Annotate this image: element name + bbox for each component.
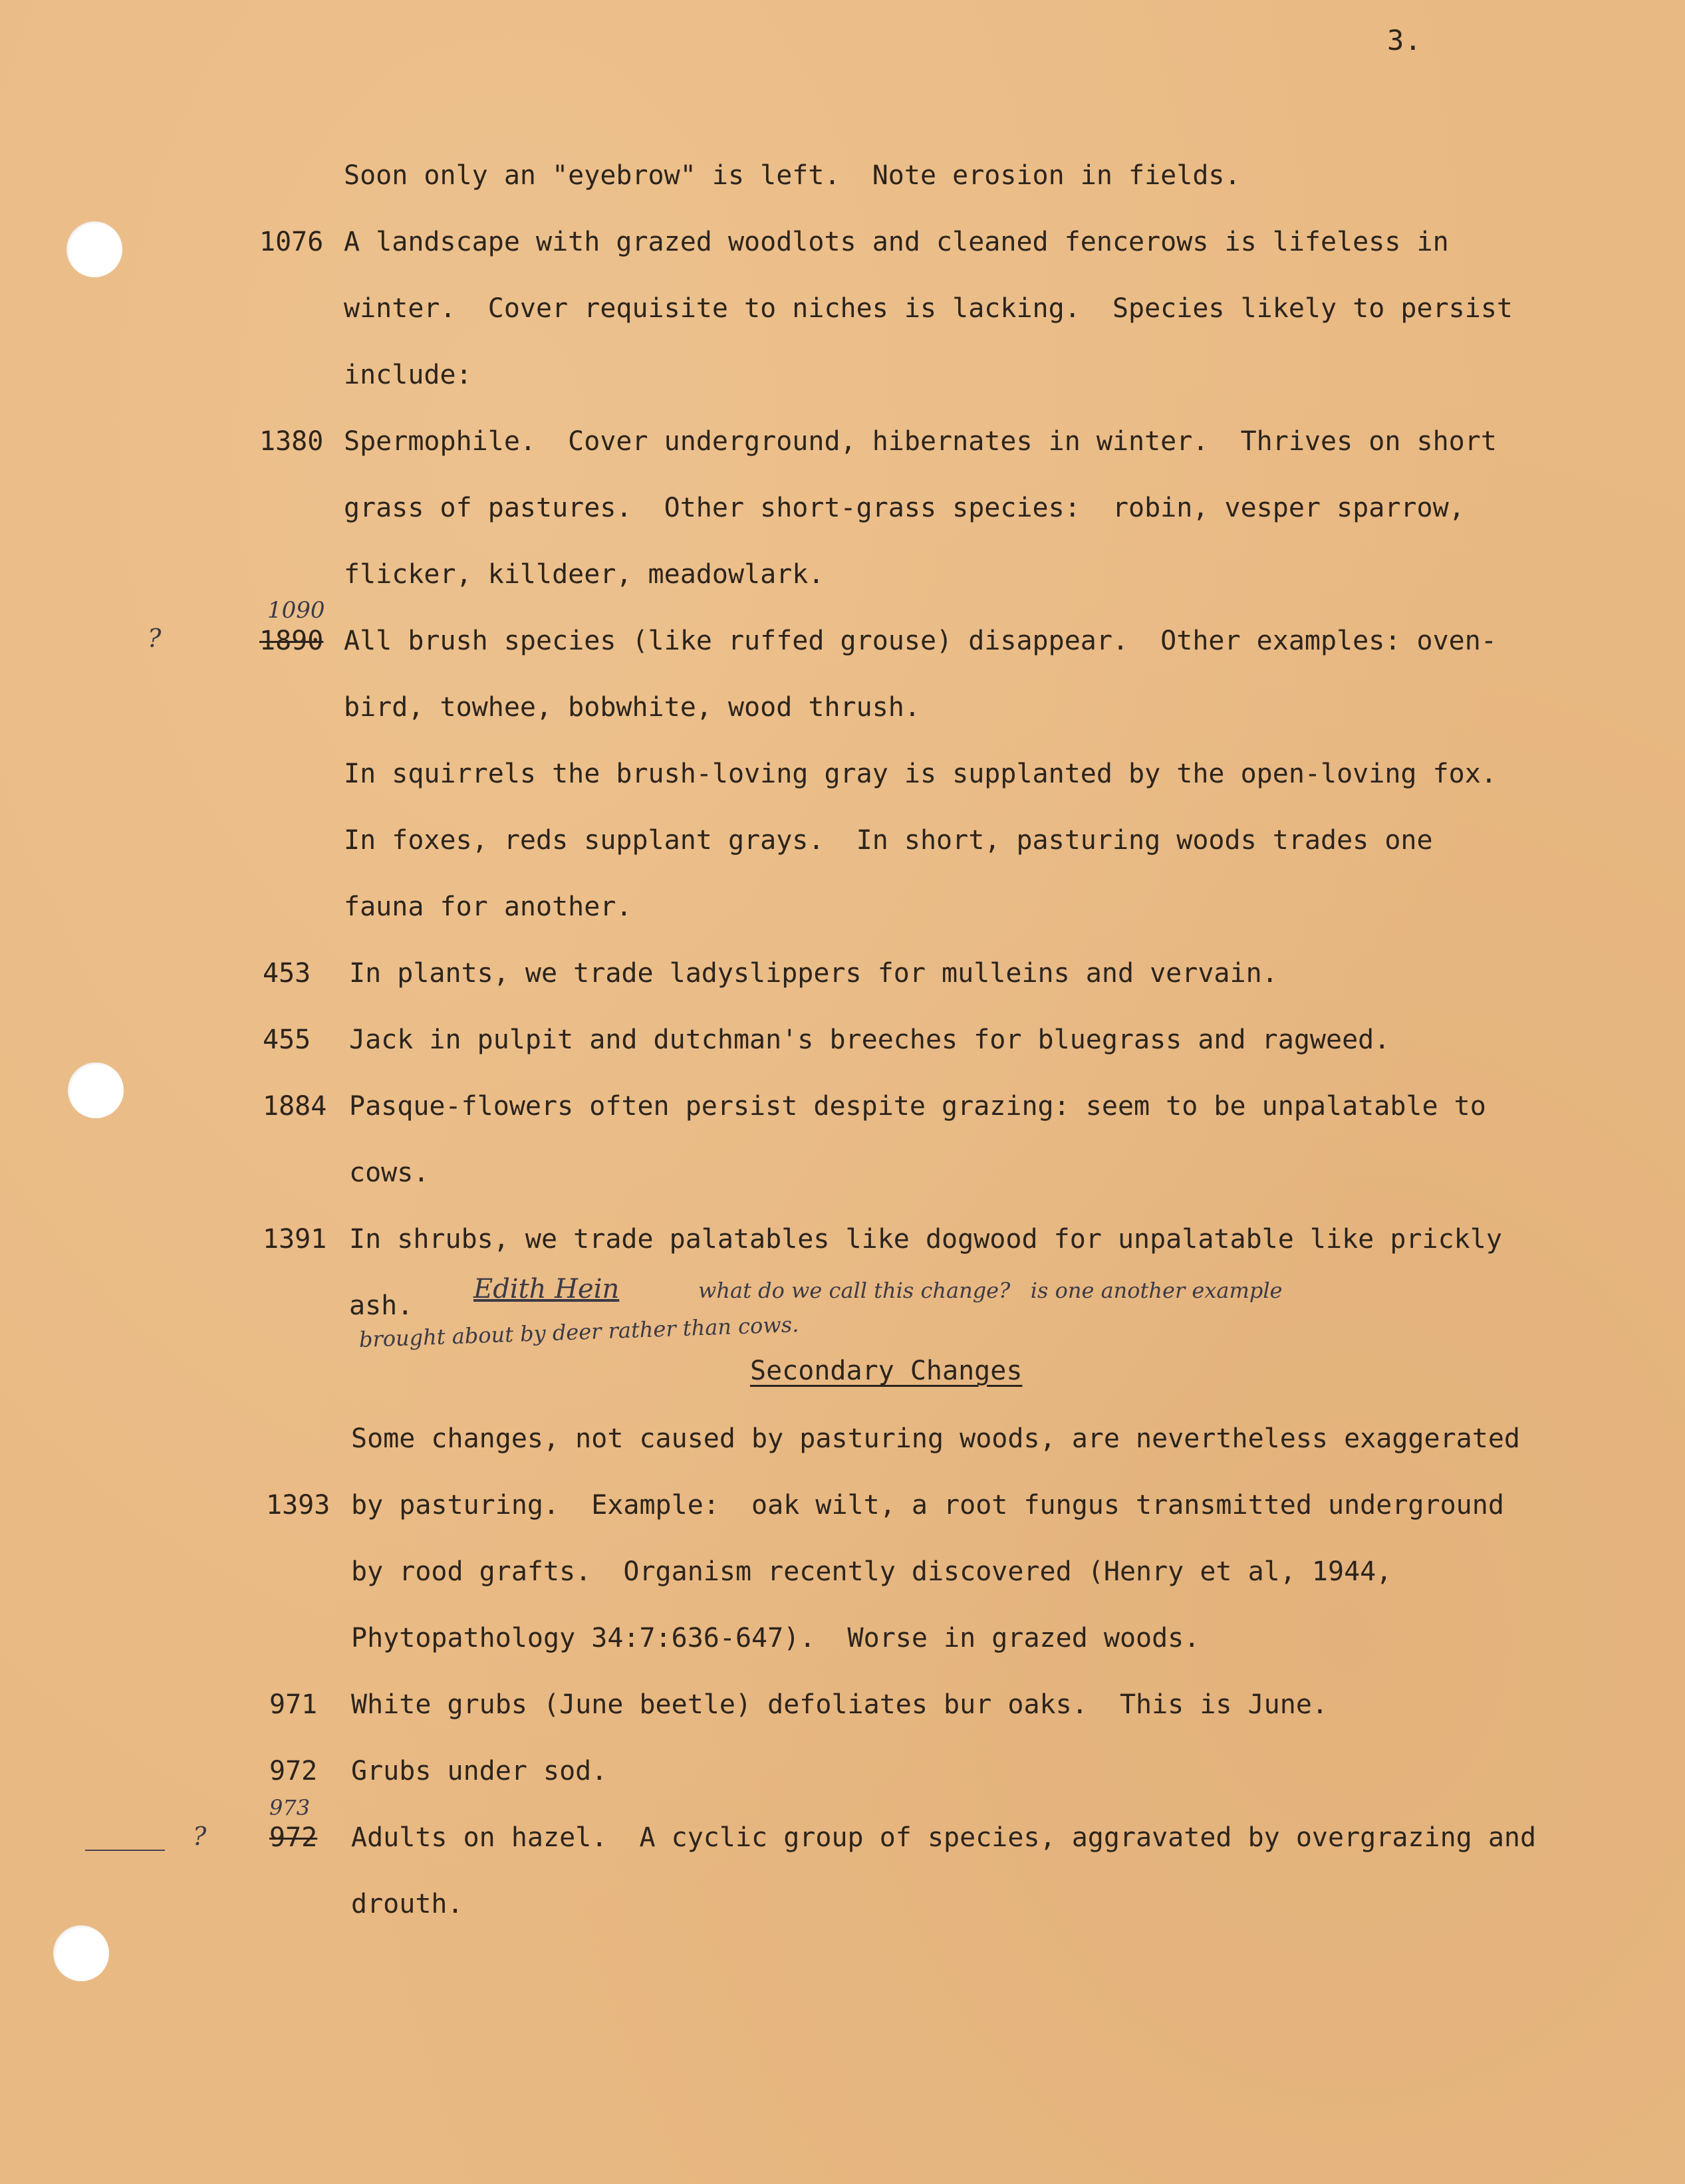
text-line: In plants, we trade ladyslippers for mulleins and vervain. bbox=[349, 958, 1278, 989]
entry-number: 1076 bbox=[259, 227, 324, 257]
text-line: A landscape with grazed woodlots and cleaned fencerows is lifeless in bbox=[344, 227, 1449, 257]
text-line: Pasque-flowers often persist despite grazing: seem to be unpalatable to bbox=[349, 1091, 1486, 1122]
punch-hole-middle bbox=[68, 1062, 124, 1118]
text-line: Soon only an "eyebrow" is left. Note erosion in fields. bbox=[344, 160, 1241, 191]
text-line: Phytopathology 34:7:636-647). Worse in grazed woods. bbox=[351, 1623, 1200, 1653]
text-line: All brush species (like ruffed grouse) disappear. Other examples: oven- bbox=[344, 626, 1497, 656]
text-line: cows. bbox=[349, 1157, 430, 1188]
text-line: Grubs under sod. bbox=[351, 1756, 608, 1786]
text-line: ash. bbox=[349, 1290, 414, 1321]
text-line: In foxes, reds supplant grays. In short, pasturing woods trades one bbox=[344, 825, 1433, 856]
text-line: In shrubs, we trade palatables like dogwood for unpalatable like prickly bbox=[349, 1224, 1502, 1255]
entry-number: 972 bbox=[269, 1756, 318, 1786]
text-line: Jack in pulpit and dutchman's breeches for bluegrass and ragweed. bbox=[349, 1025, 1390, 1055]
text-line: Adults on hazel. A cyclic group of species, aggravated by overgrazing and bbox=[351, 1822, 1537, 1853]
entry-number-struck: 1890 bbox=[259, 626, 324, 656]
handwritten-name: Edith Hein bbox=[473, 1274, 620, 1304]
text-line: In squirrels the brush-loving gray is supplanted by the open-loving fox. bbox=[344, 759, 1497, 789]
margin-question-mark: ? bbox=[148, 624, 162, 653]
section-heading: Secondary Changes bbox=[750, 1356, 1023, 1386]
page-number: 3. bbox=[1387, 24, 1422, 57]
text-line: fauna for another. bbox=[344, 892, 632, 922]
entry-number: 971 bbox=[269, 1689, 318, 1720]
entry-number: 1884 bbox=[263, 1091, 327, 1122]
entry-number-struck: 972 bbox=[269, 1822, 318, 1853]
entry-number: 1391 bbox=[263, 1224, 327, 1255]
text-line: by pasturing. Example: oak wilt, a root fungus transmitted underground bbox=[351, 1490, 1504, 1520]
entry-number: 1380 bbox=[259, 426, 324, 457]
punch-hole-bottom bbox=[53, 1925, 109, 1981]
margin-question-mark: ? bbox=[193, 1822, 207, 1851]
punch-hole-top bbox=[66, 221, 122, 277]
handwritten-note-line-2: brought about by deer rather than cows. bbox=[358, 1311, 799, 1352]
entry-number: 455 bbox=[263, 1025, 311, 1055]
text-line: Some changes, not caused by pasturing woods, are nevertheless exaggerated bbox=[351, 1423, 1520, 1454]
text-line: grass of pastures. Other short-grass species: robin, vesper sparrow, bbox=[344, 493, 1465, 523]
entry-number: 1393 bbox=[266, 1490, 330, 1520]
handwritten-correction: 1090 bbox=[267, 597, 325, 624]
handwritten-note-line-1: what do we call this change? is one another example bbox=[698, 1278, 1283, 1303]
text-line: include: bbox=[344, 360, 472, 390]
handwritten-correction: 973 bbox=[269, 1795, 311, 1820]
entry-number: 453 bbox=[263, 958, 311, 989]
text-line: flicker, killdeer, meadowlark. bbox=[344, 559, 825, 590]
text-line: by rood grafts. Organism recently discovered (Henry et al, 1944, bbox=[351, 1556, 1392, 1587]
text-line: winter. Cover requisite to niches is lacking. Species likely to persist bbox=[344, 293, 1513, 324]
margin-dash bbox=[85, 1850, 165, 1851]
text-line: drouth. bbox=[351, 1889, 463, 1919]
text-line: bird, towhee, bobwhite, wood thrush. bbox=[344, 692, 920, 723]
text-line: White grubs (June beetle) defoliates bur oaks. This is June. bbox=[351, 1689, 1329, 1720]
text-line: Spermophile. Cover underground, hibernates in winter. Thrives on short bbox=[344, 426, 1497, 457]
